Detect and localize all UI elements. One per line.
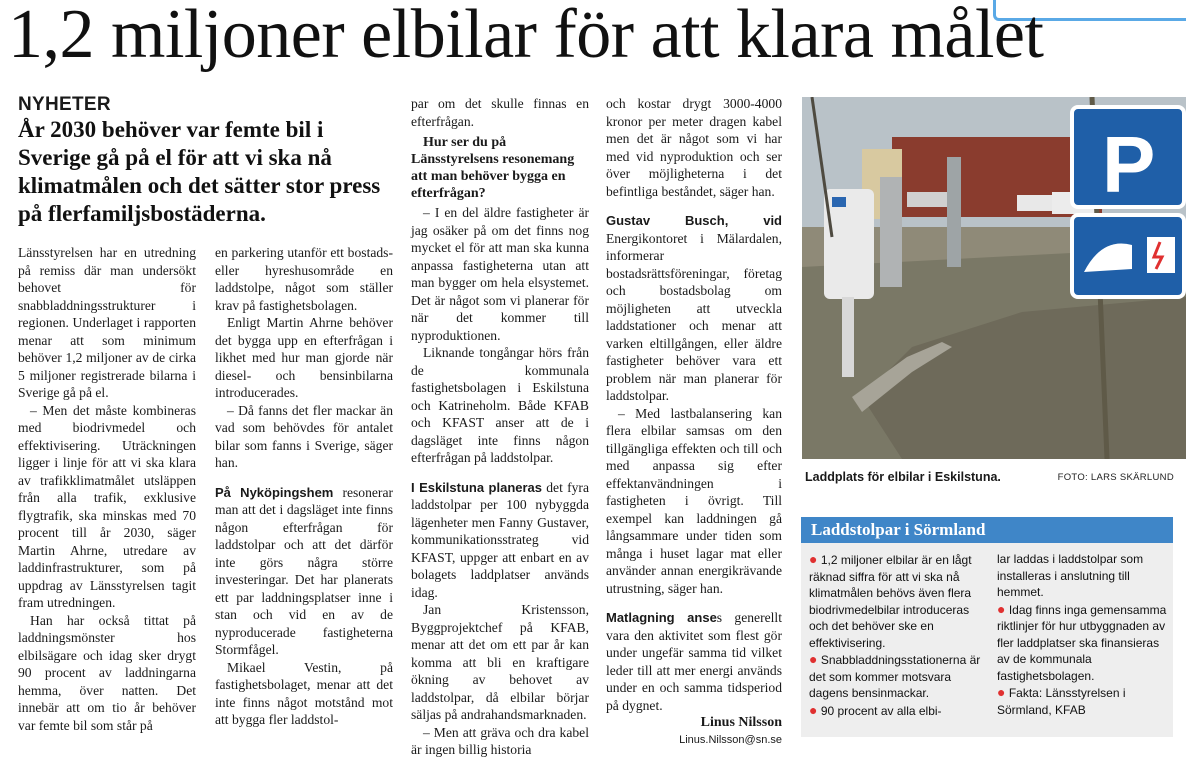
fact-item: lar laddas i laddstolpar som installeras i anslutning till hemmet. <box>997 552 1144 599</box>
fact-box-title: Laddstolpar i Sörmland <box>801 517 1173 543</box>
parking-sign-letter: P <box>1102 120 1156 209</box>
bullet-icon: ● <box>809 701 818 718</box>
paragraph: Jan Kristensson, Byggprojektchef på KFAB, menar att det om ett par år kan komma att bli en kraftigare ökning av behovet av laddstolpar, då elbilar börjar säljas på andrahandsmarknaden. <box>411 602 589 722</box>
lead-in: Gustav Busch, vid <box>606 213 782 228</box>
paragraph-text: Energikontoret i Mälardalen, informerar bostadsrättsföreningar, företag och bostadsbolag om möjligheten att utveckla laddstationer och menar att varken eltillgången, eller äldre fastigheter behöver vara ett problem när man planerar för laddstolpar. <box>606 230 782 403</box>
article-column-4 <box>606 95 782 749</box>
paragraph: och kostar drygt 3000-4000 kronor per meter dragen kabel men det är något som vi har med vid nyproduktion och ser över möjligheterna i det befintliga beståndet, säger han. <box>606 96 782 199</box>
paragraph: – Men det måste kombineras med biodrivmedel och effektivisering. Uträckningen ligger i linje för att vi ska klara av trafikklimatmålet utsläppen från alla trafik, exklusive flygtrafik, ska minskas med 70 procent till år 2030, säger Martin Ahrne, utredare av laddinfrastrukturer, som på uppdrag av Länsstyrelsen tagit fram utredningen. <box>18 402 196 610</box>
bullet-icon: ● <box>997 684 1006 700</box>
fact-box <box>801 517 1173 737</box>
paragraph <box>606 212 782 405</box>
ingress: År 2030 behöver var femte bil i Sverige gå på el för att vi ska nå klimatmålen och det sätter stor press på flerfamiljsbostäderna. <box>18 117 381 226</box>
photo-caption: Laddplats för elbilar i Eskilstuna. <box>805 470 1001 484</box>
fact-text: Snabbladdningsstationerna är det som kommer motsvara dagens bensinmackar. <box>809 653 981 700</box>
fact-item <box>809 651 989 702</box>
fact-text: Fakta: Länsstyrelsen i Sörmland, KFAB <box>997 686 1126 717</box>
parking-charging-photo <box>802 97 1186 459</box>
fact-item <box>809 702 989 720</box>
bullet-icon: ● <box>997 600 1006 617</box>
interview-question: Hur ser du på Länsstyrelsens resonemang att man behöver bygga en efterfrågan? <box>411 135 575 201</box>
spacer <box>411 467 589 479</box>
article-column-2 <box>215 244 393 729</box>
paragraph: – Då fanns det fler mackar än vad som behövdes för antalet bilar som fanns i Sverige, säger han. <box>215 402 393 470</box>
author-email: Linus.Nilsson@sn.se <box>679 733 782 746</box>
paragraph <box>411 479 589 602</box>
fact-item <box>997 684 1169 718</box>
paragraph: – I en del äldre fastigheter är jag osäker på om det finns nog mycket el för att man ska kunna anpassa fastigheterna utan att man bygger om hela elsystemet. Det är något som vi planerar för när det kommer till nyproduktionen. <box>411 205 589 343</box>
paragraph: – Men att gräva och dra kabel är ingen billig historia <box>411 724 589 757</box>
paragraph-text: s generellt vara den aktivitet som flest gör under ungefär samma tid vilket leder till att mer energi används under en och samma tidsperiod på dygnet. <box>606 610 782 713</box>
fact-column-a <box>809 551 989 719</box>
lead-in: Matlagning anse <box>606 610 717 625</box>
fact-column-b <box>997 551 1169 718</box>
paragraph: – Med lastbalansering kan flera elbilar samsas om den tillgängliga effekten och till och med anpassa sig efter effektanvändningen i fastigheten i övrigt. Till exempel kan laddningen gå långsammare under tiden som många i huset lagar mat eller använder annan energikrävande utrustning, säger han. <box>606 405 782 596</box>
paragraph <box>606 609 782 714</box>
paragraph-text: det fyra laddstolpar per 100 nybyggda lägenheter men Fanny Gustaver, kommunikationsstrateg vid KFAST, uppger att enbart en av bolagets laddplatser används idag. <box>411 479 589 600</box>
paragraph: Mikael Vestin, på fastighetsbolaget, menar att det inte finns något motstånd mot att bygga fler laddstol- <box>215 659 393 727</box>
fact-item <box>997 601 1169 685</box>
paragraph <box>215 484 393 659</box>
spacer <box>606 200 782 212</box>
headline: 1,2 miljoner elbilar för att klara målet <box>8 0 1044 73</box>
article-column-1 <box>18 244 196 734</box>
paragraph-text: resonerar man att det i dagsläget inte finns någon efterfrågan för laddstolpar och att det därför inte görs några större investeringar. Det har planerats ett par laddningsplatser inne i stan och vid en av de nyproducerade fastigheterna Stormfågel. <box>215 484 394 657</box>
lead-in: På Nyköpingshem <box>215 484 334 500</box>
paragraph: Han har också tittat på laddningsmönster hos elbilsägare och idag sker drygt 90 procent av laddningarna hemma, över natten. Det innebär att om tio år behöver var femte bil som står på <box>18 612 196 733</box>
spacer <box>215 472 393 484</box>
fact-text: 1,2 miljoner elbilar är en lågt räknad siffra för att vi ska nå klimatmålen behövs även flera biodrivmedelbilar introduceras och det behöver ske en effektivisering. <box>809 553 972 650</box>
section-kicker: NYHETER <box>18 94 111 115</box>
fact-item <box>809 551 989 651</box>
paragraph: en parkering utanför ett bostads- eller hyreshusområde en laddstolpe, något som ställer krav på fastighetsbolagen. <box>215 245 393 313</box>
lead-in: I Eskilstuna planeras <box>411 479 543 495</box>
fact-text: Idag finns inga gemensamma riktlinjer för hur utbyggnaden av fler laddplatser ska finansieras av de kommunala fastighetsbolagen. <box>997 602 1167 683</box>
paragraph: Länsstyrelsen har en utredning på remiss där man undersökt behovet för snabbladdningsstrukturer i regionen. Underlaget i rapporten menar att som minimum behöver 1,2 miljoner av de cirka 5 miljoner registrerade bilarna i Sverige gå på el. <box>18 245 196 400</box>
paragraph: Enligt Martin Ahrne behöver det bygga upp en efterfrågan i likhet med hur man gjorde när diesel- och bensinbilarna introducerades. <box>215 315 393 400</box>
article-column-3 <box>411 95 589 759</box>
fact-text: 90 procent av alla elbi- <box>820 703 942 718</box>
bullet-icon: ● <box>809 651 818 667</box>
spacer <box>606 597 782 609</box>
article-photo <box>802 97 1186 459</box>
paragraph: Liknande tongångar hörs från de kommunala fastighetsbolagen i Eskilstuna och Katrineholm. Både KFAB och KFAST anser att de i dagsläget inte finns någon efterfrågan på laddstolpar. <box>411 345 589 465</box>
byline: Linus Nilsson <box>700 715 782 730</box>
photo-credit: FOTO: LARS SKÄRLUND <box>1057 472 1174 483</box>
bullet-icon: ● <box>809 551 818 567</box>
paragraph: par om det skulle finnas en efterfrågan. <box>411 96 589 129</box>
